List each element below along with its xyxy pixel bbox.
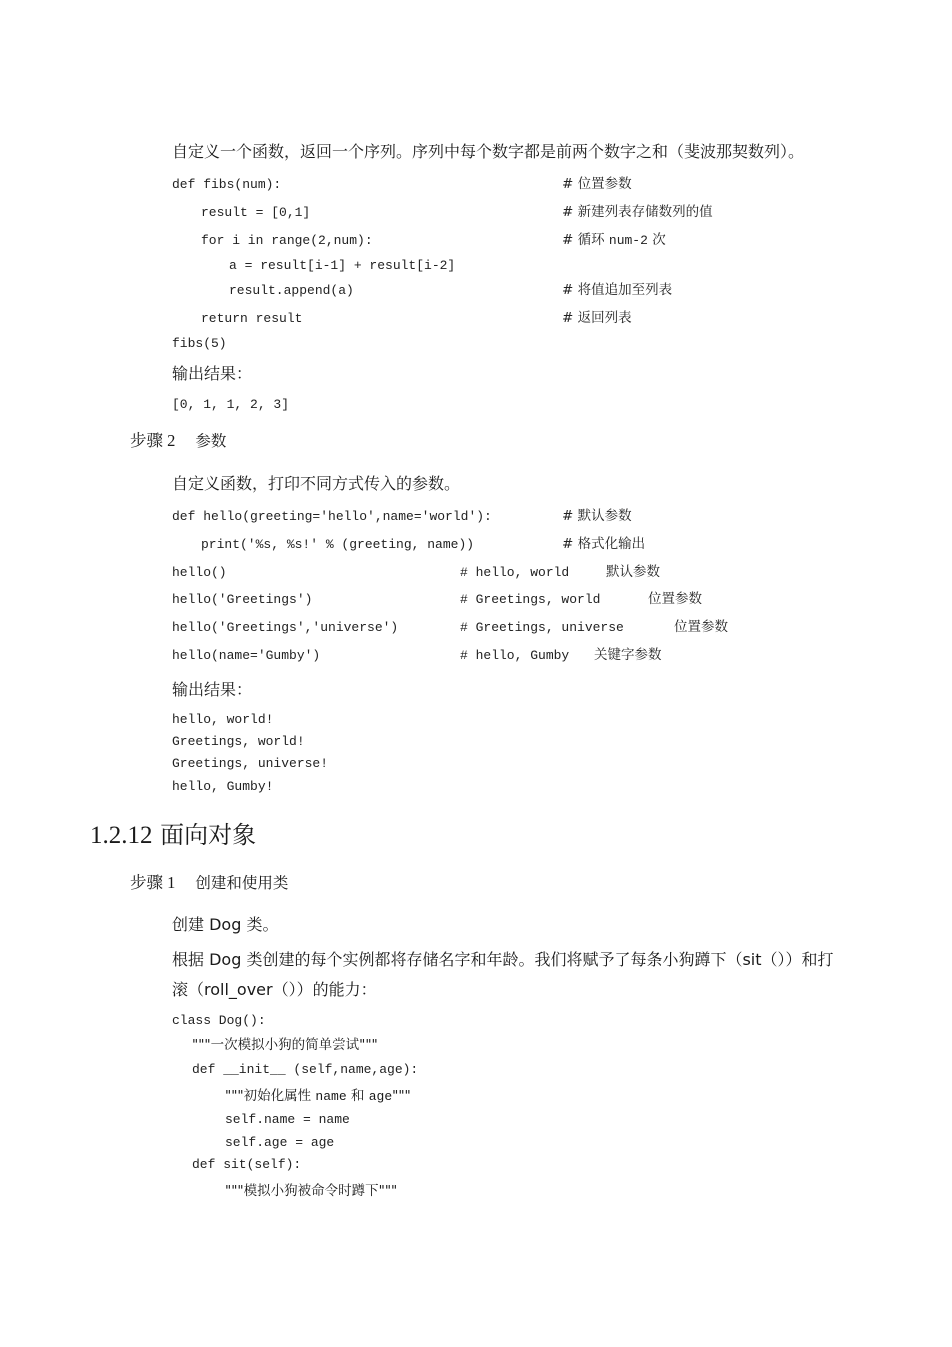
code-line: def sit(self): (192, 1157, 302, 1172)
code-comment: # 默认参数 (562, 508, 632, 524)
code-line: """一次模拟小狗的简单尝试""" (192, 1037, 378, 1053)
code-line: def hello(greeting='hello',name='world'): (172, 509, 492, 524)
step-heading (130, 872, 288, 894)
code-comment: # 新建列表存储数列的值 (562, 204, 713, 220)
code-comment: # Greetings, universe (460, 620, 624, 635)
comment-text: 次 (647, 232, 666, 248)
code-comment: # Greetings, world (460, 592, 601, 607)
section-number: 1.2.12 (90, 822, 153, 849)
comment-code: num-2 (608, 233, 648, 248)
code-line: return result (201, 311, 303, 326)
output-line: hello, Gumby! (172, 779, 274, 794)
code-comment (562, 231, 666, 250)
code-comment: # 将值追加至列表 (562, 282, 673, 298)
comment-text: # 循环 (562, 232, 609, 248)
code-line: hello('Greetings','universe') (172, 620, 399, 635)
paragraph: 创建 Dog 类。 (172, 915, 279, 934)
output-text: [0, 1, 1, 2, 3] (172, 397, 290, 412)
code-comment-desc: 位置参数 (648, 591, 702, 607)
code-comment-desc: 位置参数 (674, 619, 728, 635)
output-line: Greetings, universe! (172, 756, 329, 771)
code-comment: # hello, Gumby (460, 648, 570, 663)
step2-intro: 自定义函数，打印不同方式传入的参数。 (172, 474, 461, 493)
fibs-intro: 自定义一个函数，返回一个序列。序列中每个数字都是前两个数字之和（斐波那契数列）。 (172, 142, 805, 161)
code-line: def __init__ (self,name,age): (192, 1062, 419, 1077)
section-heading (90, 820, 256, 851)
step-number: 步骤 2 (130, 431, 176, 450)
code-line (225, 1084, 411, 1104)
output-label: 输出结果： (172, 364, 253, 383)
code-line: class Dog(): (172, 1013, 266, 1028)
code-line: def fibs(num): (172, 177, 282, 192)
code-line: """模拟小狗被命令时蹲下""" (225, 1183, 398, 1199)
output-label: 输出结果： (172, 680, 253, 699)
docstring-text: 和 (346, 1088, 369, 1104)
paragraph: 滚（roll_over（））的能力： (172, 980, 377, 999)
code-line: for i in range(2,num): (201, 233, 373, 248)
code-comment: # hello, world (460, 565, 570, 580)
code-comment: # 位置参数 (562, 176, 632, 192)
code-line: self.age = age (225, 1135, 335, 1150)
output-line: hello, world! (172, 712, 274, 727)
step-number: 步骤 1 (130, 873, 176, 892)
code-line: result = [0,1] (201, 205, 311, 220)
code-comment-desc: 关键字参数 (594, 647, 662, 663)
step-title: 参数 (195, 432, 227, 450)
section-title: 面向对象 (160, 821, 257, 849)
code-line: hello() (172, 565, 227, 580)
code-comment-desc: 默认参数 (606, 564, 660, 580)
code-line: self.name = name (225, 1112, 350, 1127)
code-comment: # 格式化输出 (562, 536, 646, 552)
docstring-code: age (368, 1089, 393, 1104)
step-title: 创建和使用类 (195, 874, 289, 892)
code-line: a = result[i-1] + result[i-2] (229, 258, 456, 273)
docstring-text: """ (392, 1088, 411, 1104)
code-line: fibs(5) (172, 336, 227, 351)
docstring-code: name (315, 1089, 347, 1104)
code-line: print('%s, %s!' % (greeting, name)) (201, 537, 475, 552)
code-line: result.append(a) (229, 283, 354, 298)
code-comment: # 返回列表 (562, 310, 632, 326)
code-line: hello(name='Gumby') (172, 648, 321, 663)
step-heading (130, 430, 226, 452)
code-line: hello('Greetings') (172, 592, 313, 607)
docstring-text: """初始化属性 (225, 1088, 316, 1104)
output-line: Greetings, world! (172, 734, 305, 749)
paragraph: 根据 Dog 类创建的每个实例都将存储名字和年龄。我们将赋予了每条小狗蹲下（sit（））和打 (172, 950, 834, 969)
